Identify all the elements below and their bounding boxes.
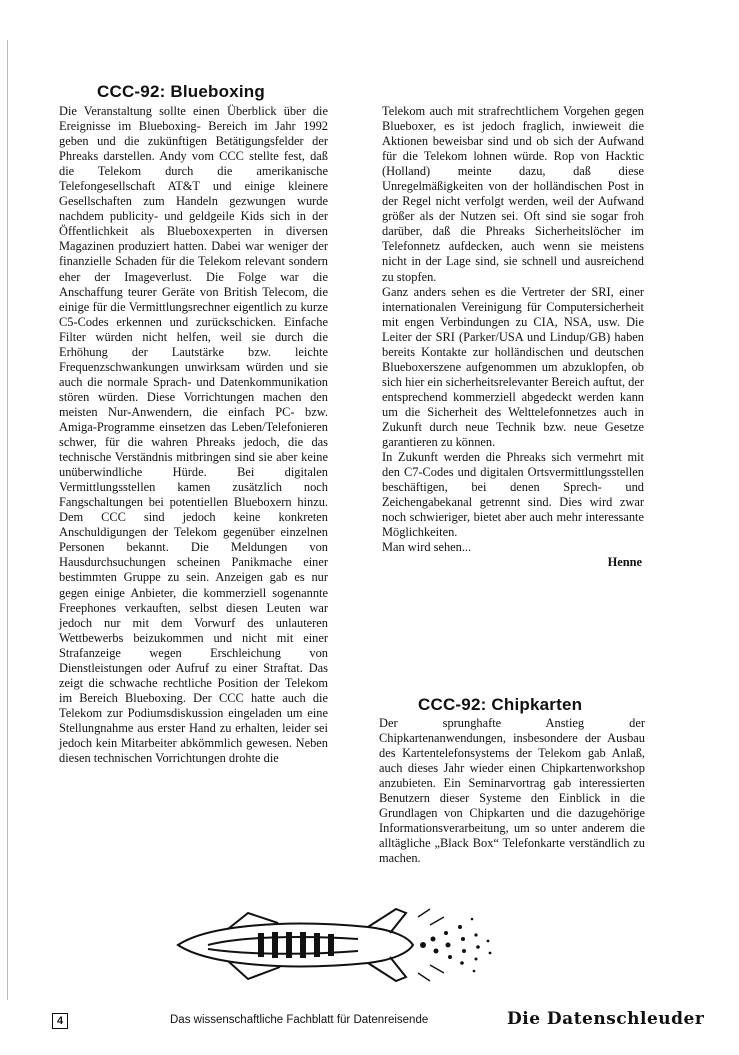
article-paragraph: Die Veranstaltung sollte einen Überblick über die Ereignisse im Blueboxing- Bereich im Jahr 1992 geben und die zukünftigen Betätigungsfelder der Phreaks darstellen. Andy vom CCC stellte fest, daß die Telekom durch die amerikanische Telefongesellschaft AT&T und einige kleinere Gesellschaften zum Handeln gezwungen wurde nachdem publicity- und geldgeile Kids sich in der Öffentlichkeit als Blueboxexperten in diversen Magazinen produziert hatten. Dabei war weniger der finanzielle Schaden für die Telekom relevant sondern eher der Imageverlust. Die Folge war die Anschaffung teurer Geräte von British Telecom, die einige für die Vermittlungsrechner eigentlich zu kurze C5-Codes erkennen und zurückschicken. Einfache Filter würden nicht helfen, weil sie durch die Erhöhung der Lautstärke bzw. leichte Frequenzschwankungen unwirksam würden und sie auch die normale Sprach- und Datenkommunikation stören würden. Diese Vorrichtungen machen den meisten Nur-Anwendern, die einfach PC- bzw. Amiga-Programme einsetzen das Leben/Telefonieren schwer, für die wahren Phreaks jedoch, die das technische Verständnis mitbringen sind sie aber keine unüberwindliche Hürde. Bei digitalen Vermittlungsstellen kamen zusätzlich noch Fangschaltungen bei potentiellen Blueboxern hinzu. Dem CCC sind jedoch keine konkreten Anschuldigungen der Telekom gegenüber einzelnen Personen bekannt. Die Meldungen von Hausdurchsuchungen scheinen Panikmache einer bestimmten Gruppe zu sein. Anzeigen gab es nur gegen einige Anbieter, die kommerziell sogenannte Freephones verkauften, selbst diesen Leuten war jedoch nur mit dem Vorwurf des unlauteren Wettbewerbs beizukommen und nicht mit einer Strafanzeige wegen Erschleichung von Dienstleistungen oder Aufruf zu einer Straftat. Das zeigt die schwache rechtliche Position der Telekom im Bereich Blueboxing. Der CCC hatte auch die Telekom zur Podiumsdiskussion eingeladen um eine Stellungnahme aus erster Hand zu erhalten, leider sei jedoch kein Mitarbeiter abkömmlich gewesen. Neben diesen technischen Vorrichtungen drohte die — [59, 104, 328, 766]
article-paragraph: Der sprunghafte Anstieg der Chipkartenanwendungen, insbesondere der Ausbau des Kartentelefonsystems der Telekom gab Anlaß, auch dieses Jahr wieder einen Chipkartenworkshop anzubieten. Ein Seminarvortrag gab interessierten Benutzern dieser Systeme den Einblick in die Grundlagen von Chipkarten und die dazugehörige Informationsverarbeitung, um so unter anderem die alltägliche „Black Box“ Telefonkarte verständlich zu machen. — [379, 716, 645, 866]
article-title-blueboxing: CCC-92: Blueboxing — [97, 82, 265, 101]
article-paragraph: Telekom auch mit strafrechtlichem Vorgehen gegen Blueboxer, es ist jedoch fraglich, inwieweit die Aktionen beweisbar sind und ob sich der Aufwand für die Telekom lohnen würde. Rop von Hacktic (Holland) meinte dazu, daß diese Unregelmäßigkeiten von der holländischen Post in der Regel nicht verfolgt werden, weil der Aufwand größer als der Nutzen sei. Oft sind sie sogar froh darüber, daß die Phreaks Sicherheitslöcher im Telefonnetz aufdecken, auch wenn sie meistens nicht in der Lage sind, sie schnell und ausreichend zu stopfen. — [382, 104, 644, 284]
article-paragraph: Man wird sehen... — [382, 540, 472, 555]
article-paragraph: Ganz anders sehen es die Vertreter der SRI, einer internationalen Vereinigung für Computersicherheit mit engen Verbindungen zu CIA, NSA, usw. Die Leiter der SRI (Parker/USA und Lindup/GB) haben bereits Kontakte zur holländischen und deutschen Blueboxerszene aufgenommen um abzuklopfen, ob sich hier ein sicherheitsrelevanter Bereich auftut, der entsprechend kommerziell abgedeckt werden kann um die Sicherheit des Welttelefonnetzes auch in Zukunft durch neue Technik bzw. neue Gesetze garantieren zu können. — [382, 284, 644, 450]
page-number: 4 — [52, 1013, 68, 1029]
article-title-chipkarten: CCC-92: Chipkarten — [418, 695, 583, 714]
page-edge-line — [7, 40, 8, 1000]
article-column-left — [59, 104, 328, 766]
author-signature: Henne — [607, 555, 642, 570]
article-column-right — [382, 104, 644, 570]
footer-tagline: Das wissenschaftliche Fachblatt für Datenreisende — [170, 1014, 429, 1026]
article-paragraph: In Zukunft werden die Phreaks sich vermehrt mit den C7-Codes und digitalen Ortsvermittlungsstellen beschäftigen, bei denen Sprech- und Zeichengabekanal getrennt sind. Dies wird zwar noch schwieriger, bietet aber auch mehr interessante Möglichkeiten. — [382, 450, 644, 540]
rocket-illustration — [168, 905, 498, 985]
article-body-chipkarten — [379, 716, 645, 866]
footer-brand: Die Datenschleuder — [507, 1009, 705, 1029]
